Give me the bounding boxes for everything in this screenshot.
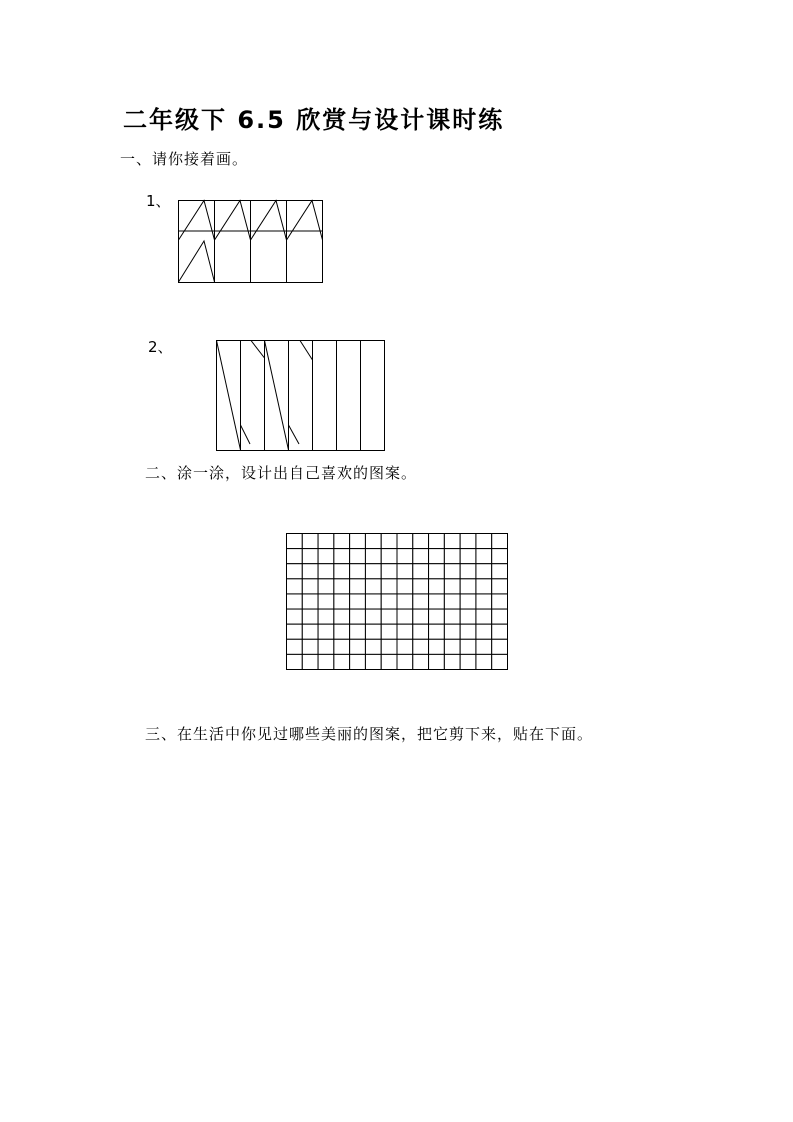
grid-cell[interactable] [365,549,381,564]
grid-cell[interactable] [318,549,334,564]
grid-cell[interactable] [460,549,476,564]
grid-cell[interactable] [492,534,508,549]
grid-cell[interactable] [365,579,381,594]
grid-cell[interactable] [287,594,303,609]
grid-cell[interactable] [397,564,413,579]
grid-cell[interactable] [365,534,381,549]
grid-cell[interactable] [492,609,508,624]
grid-cell[interactable] [429,594,445,609]
grid-cell[interactable] [365,624,381,639]
grid-cell[interactable] [287,654,303,669]
grid-cell[interactable] [302,639,318,654]
grid-cell[interactable] [365,654,381,669]
grid-cell[interactable] [381,579,397,594]
grid-cell[interactable] [476,639,492,654]
grid-cell[interactable] [365,564,381,579]
grid-cell[interactable] [397,579,413,594]
grid-cell[interactable] [381,609,397,624]
grid-cell[interactable] [350,549,366,564]
grid-cell[interactable] [287,534,303,549]
grid-cell[interactable] [460,654,476,669]
grid-cell[interactable] [350,579,366,594]
grid-cell[interactable] [365,609,381,624]
grid-cell[interactable] [318,624,334,639]
grid-cell[interactable] [492,624,508,639]
grid-cell[interactable] [350,654,366,669]
grid-cell[interactable] [492,594,508,609]
grid-cell[interactable] [413,609,429,624]
grid-cell[interactable] [350,564,366,579]
grid-cell[interactable] [444,654,460,669]
grid-cell[interactable] [381,564,397,579]
zigzag-example-bottom [179,241,215,282]
grid-cell[interactable] [302,564,318,579]
grid-cell[interactable] [302,549,318,564]
pattern-1-drawing-area[interactable] [178,200,324,284]
grid-cell[interactable] [397,624,413,639]
grid-cell[interactable] [334,594,350,609]
grid-cell[interactable] [429,534,445,549]
grid-cell[interactable] [492,639,508,654]
grid-cell[interactable] [476,579,492,594]
grid-cell[interactable] [381,639,397,654]
grid-cell[interactable] [429,609,445,624]
grid-cell[interactable] [287,579,303,594]
grid-cell[interactable] [492,549,508,564]
grid-cell[interactable] [444,564,460,579]
grid-cell[interactable] [413,579,429,594]
grid-cell[interactable] [444,624,460,639]
grid-cell[interactable] [397,594,413,609]
grid-cell[interactable] [429,564,445,579]
grid-cell[interactable] [318,654,334,669]
grid-cell[interactable] [381,534,397,549]
grid-cell[interactable] [350,594,366,609]
grid-cell[interactable] [413,549,429,564]
slant-example-1 [217,341,241,451]
grid-cell[interactable] [318,534,334,549]
grid-cell[interactable] [302,594,318,609]
grid-cell[interactable] [492,579,508,594]
grid-cell[interactable] [429,549,445,564]
grid-cell[interactable] [444,594,460,609]
pattern-2-drawing-area[interactable] [216,340,385,451]
grid-cell[interactable] [318,564,334,579]
grid-cell[interactable] [318,609,334,624]
pattern-2-frame [217,341,385,451]
grid-cell[interactable] [287,564,303,579]
grid-cell[interactable] [413,624,429,639]
grid-cell[interactable] [476,564,492,579]
grid-cell[interactable] [334,639,350,654]
grid-cell[interactable] [350,609,366,624]
grid-cell[interactable] [302,624,318,639]
grid-cell[interactable] [460,564,476,579]
grid-cell[interactable] [476,624,492,639]
section-1-heading: 一、请你接着画。 [120,150,249,168]
grid-cell[interactable] [444,609,460,624]
grid-cell[interactable] [413,534,429,549]
grid-cell[interactable] [318,639,334,654]
grid-cell[interactable] [413,654,429,669]
grid-cell[interactable] [350,534,366,549]
item-2-label: 2、 [148,338,173,356]
grid-cell[interactable] [492,654,508,669]
grid-cell[interactable] [413,639,429,654]
grid-cell[interactable] [302,654,318,669]
grid-cell[interactable] [460,609,476,624]
grid-cell[interactable] [381,654,397,669]
grid-cell[interactable] [334,549,350,564]
grid-cell[interactable] [476,654,492,669]
grid-cell[interactable] [444,534,460,549]
grid-cell[interactable] [350,624,366,639]
grid-cell[interactable] [429,624,445,639]
grid-cell[interactable] [460,534,476,549]
grid-cell[interactable] [444,639,460,654]
grid-cell[interactable] [476,609,492,624]
grid-cell[interactable] [397,534,413,549]
grid-cell[interactable] [287,549,303,564]
grid-cell[interactable] [397,639,413,654]
grid-cell[interactable] [381,549,397,564]
grid-cell[interactable] [444,549,460,564]
item-1-label: 1、 [146,192,171,210]
grid-cell[interactable] [397,609,413,624]
page-title: 二年级下 6.5 欣赏与设计课时练 [123,106,505,134]
grid-cell[interactable] [318,579,334,594]
grid-cell[interactable] [365,594,381,609]
grid-cell[interactable] [476,594,492,609]
grid-cell[interactable] [429,579,445,594]
grid-cell[interactable] [429,639,445,654]
grid-cell[interactable] [365,639,381,654]
section-3-heading: 三、在生活中你见过哪些美丽的图案，把它剪下来，贴在下面。 [145,725,594,743]
grid-cell[interactable] [381,594,397,609]
grid-cell[interactable] [476,534,492,549]
grid-cell[interactable] [350,639,366,654]
grid-cell[interactable] [318,594,334,609]
grid-cell[interactable] [413,594,429,609]
grid-cell[interactable] [302,534,318,549]
grid-cell[interactable] [460,594,476,609]
grid-cell[interactable] [334,624,350,639]
grid-cell[interactable] [334,534,350,549]
grid-cell[interactable] [334,579,350,594]
grid-cell[interactable] [413,564,429,579]
grid-cell[interactable] [302,579,318,594]
grid-cell[interactable] [287,624,303,639]
grid-cell[interactable] [334,564,350,579]
grid-cell[interactable] [460,579,476,594]
slant-example-2 [265,341,289,451]
grid-cell[interactable] [460,624,476,639]
grid-cell[interactable] [381,624,397,639]
grid-cell[interactable] [334,609,350,624]
grid-cell[interactable] [429,654,445,669]
grid-cell[interactable] [287,639,303,654]
grid-cell[interactable] [476,549,492,564]
grid-cell[interactable] [287,609,303,624]
coloring-grid[interactable] [286,533,509,671]
grid-cell[interactable] [444,579,460,594]
grid-cell[interactable] [397,654,413,669]
section-2-heading: 二、涂一涂，设计出自己喜欢的图案。 [145,464,418,482]
grid-cell[interactable] [460,639,476,654]
grid-cell[interactable] [334,654,350,669]
grid-cell[interactable] [492,564,508,579]
grid-cell[interactable] [397,549,413,564]
grid-cell[interactable] [302,609,318,624]
